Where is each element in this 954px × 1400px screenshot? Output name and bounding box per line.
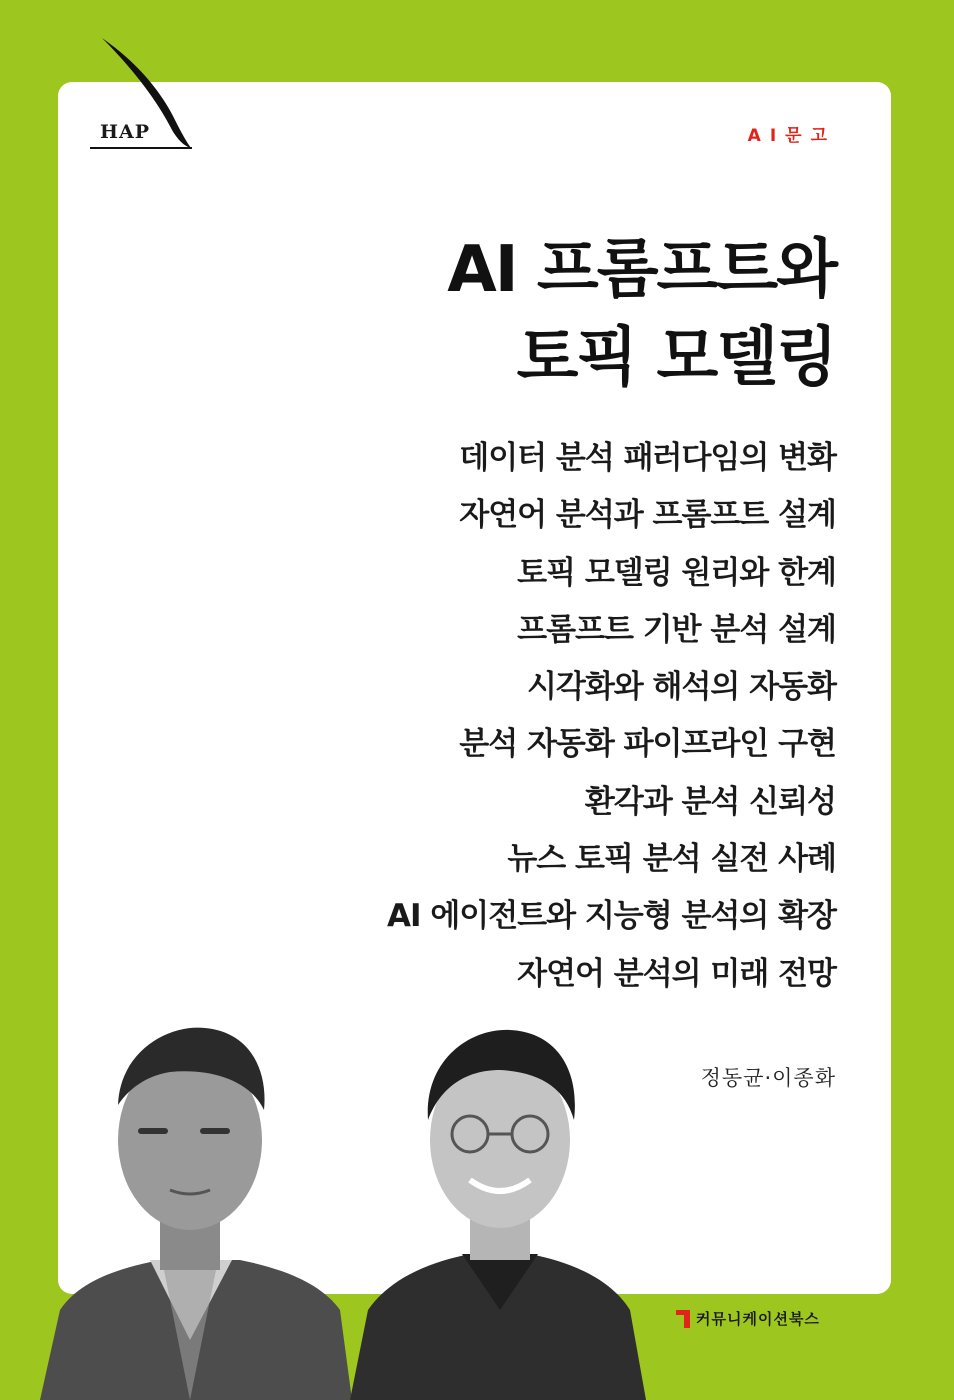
author-photo-right bbox=[350, 1030, 646, 1400]
toc-item: 뉴스 토픽 분석 실전 사례 bbox=[507, 841, 836, 878]
toc-item: AI 에이전트와 지능형 분석의 확장 bbox=[387, 898, 836, 935]
title-line-1: AI 프롬프트와 bbox=[447, 233, 836, 307]
table-of-contents bbox=[316, 430, 836, 1003]
toc-item: 환각과 분석 신뢰성 bbox=[584, 783, 836, 820]
toc-item: 분석 자동화 파이프라인 구현 bbox=[459, 726, 836, 763]
publisher-name: 커뮤니케이션북스 bbox=[696, 1310, 820, 1328]
logo-text: HAP bbox=[100, 121, 150, 143]
author-photo-left bbox=[40, 1028, 352, 1400]
toc-item: 시각화와 해석의 자동화 bbox=[526, 669, 836, 706]
toc-item: 데이터 분석 패러다임의 변화 bbox=[459, 440, 836, 476]
author-photos bbox=[0, 1010, 700, 1400]
series-label: AI문고 bbox=[747, 126, 836, 146]
publisher bbox=[676, 1308, 820, 1329]
toc-item: 프롬프트 기반 분석 설계 bbox=[517, 611, 836, 648]
toc-item: 토픽 모델링 원리와 한계 bbox=[517, 554, 836, 591]
toc-item: 자연어 분석의 미래 전망 bbox=[517, 955, 836, 992]
publisher-logo-icon bbox=[676, 1310, 690, 1328]
book-title bbox=[216, 226, 836, 402]
authors: 정동균·이종화 bbox=[700, 1066, 836, 1090]
title-line-2: 토픽 모델링 bbox=[516, 321, 836, 395]
toc-item: 자연어 분석과 프롬프트 설계 bbox=[459, 497, 836, 534]
